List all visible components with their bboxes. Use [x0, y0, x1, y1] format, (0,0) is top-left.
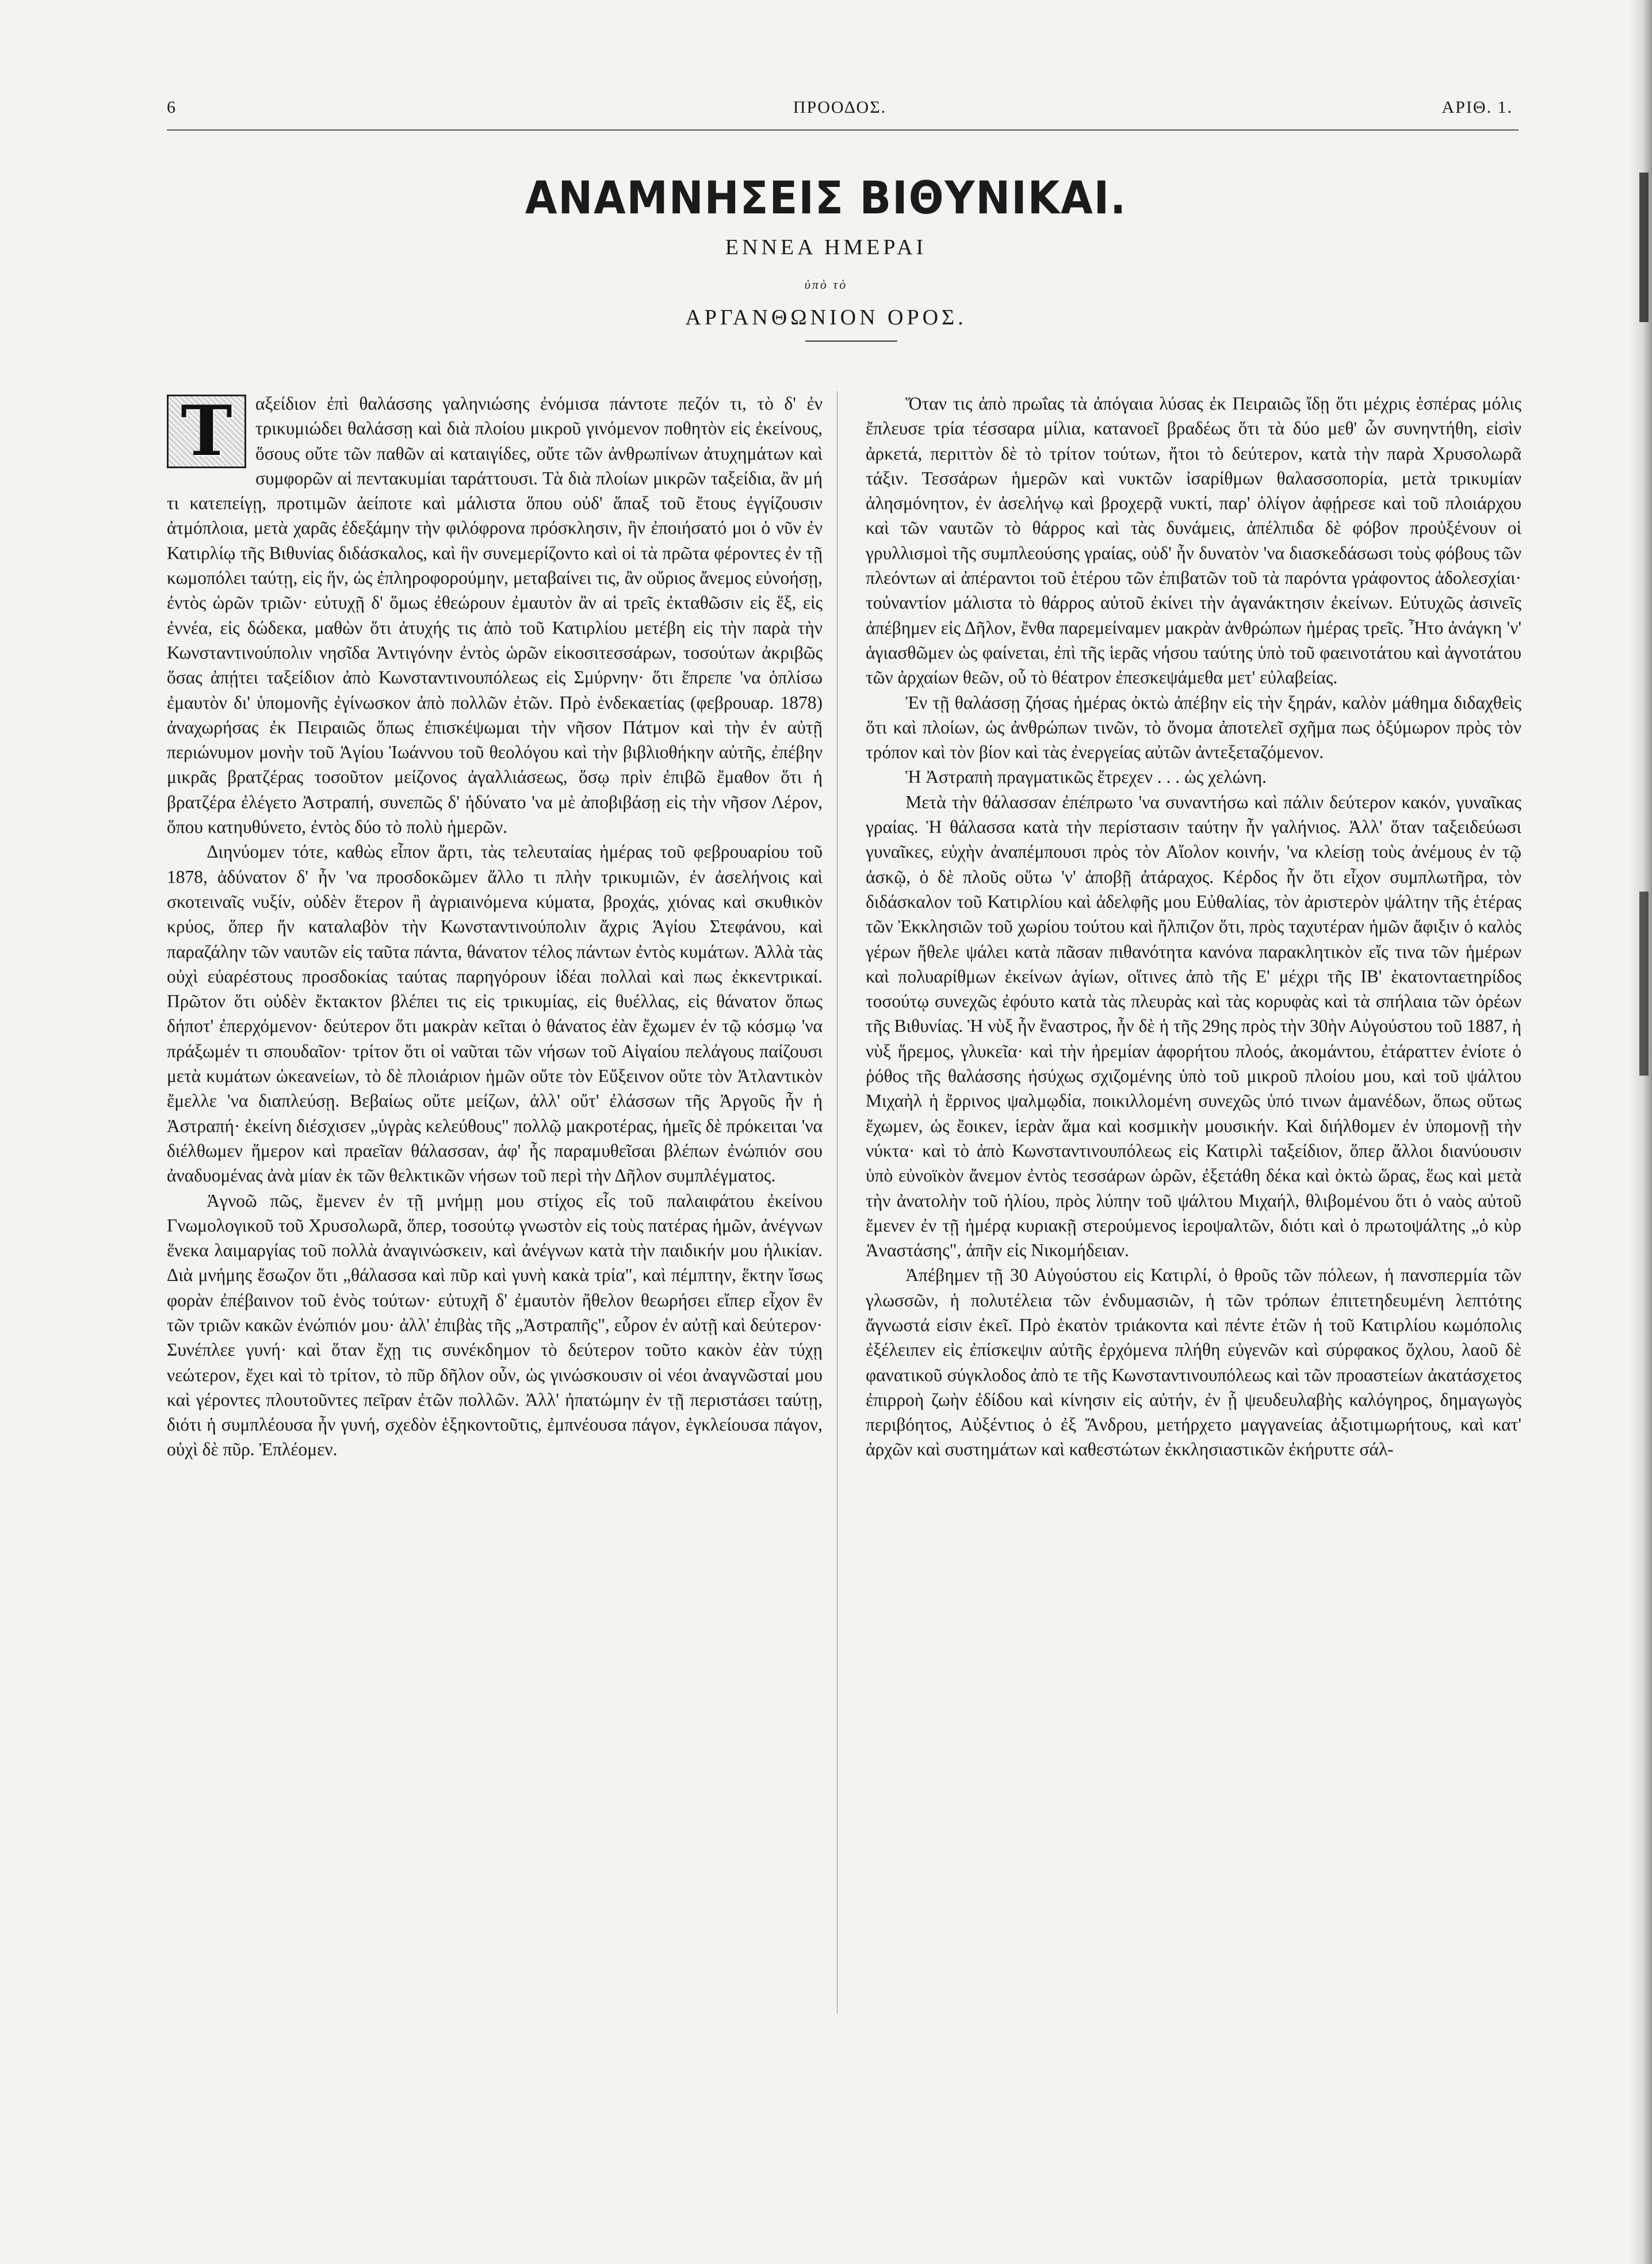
- article-title: ΑΝΑΜΝΗΣΕΙΣ ΒΙΘΥΝΙΚΑΙ.: [525, 173, 1127, 224]
- dropcap-ornament: [167, 391, 246, 472]
- page-edge: [1629, 0, 1652, 2264]
- page-number: 6: [167, 98, 177, 117]
- paragraph: Ὅταν τις ἀπὸ πρωΐας τὰ ἀπόγαια λύσας ἐκ Πειραιῶς ἴδῃ ὅτι μέχρις ἑσπέρας μόλις ἔπλευσε τρία τέσσαρα μίλια, κατανοεῖ βραδέως ὅτι τὰ δύο μεθ' ὧν συνηντήθη, εἰσὶν ἀρκετά, περιττὸν δὲ τὸ τρίτον τούτων, ἤτοι τὸ δεύτερον, κατὰ τὴν παρὰ Χρυσολωρᾶ τάξιν. Τεσσάρων ἡμερῶν καὶ νυκτῶν ἰσαρίθμων θαλασσοπορία, μετὰ τρικυμίαν ἀλησμόνητον, ἐν ἀσελήνῳ καὶ βροχερᾷ νυκτί, παρ' ὀλίγον ἀφῄρεσε καὶ τοῦ πλοιάρχου καὶ τῶν ναυτῶν τὸ θάρρος καὶ τὰς δυνάμεις, ἀπέλπιδα δὲ φόβον προὐξένουν οἱ γρυλλισμοὶ τῆς συμπλεούσης γραίας, οὐδ' ἦν δυνατὸν 'να διασκεδάσωσι τοὺς φόβους τῶν πλεόντων αἱ ἀπέραντοι τοῦ ἑτέρου τῶν ἐπιβατῶν τοῦ τὰ παρόντα γράφοντος ἀδολεσχίαι· τοὐναντίον μάλιστα τὸ θάρρος αὐτοῦ ἐκίνει τὴν ἀγανάκτησιν ἐκείνων. Εὐτυχῶς ἀσινεῖς ἀπέβημεν εἰς Δῆλον, ἔνθα παρεμείναμεν μακρὰν ἀνθρώπων ἡμέρας τρεῖς. Ἦτο ἀνάγκη 'ν' ἁγιασθῶμεν ὡς φαίνεται, ἐπὶ τῆς ἱερᾶς νήσου ταύτης ὑπὸ τοῦ φαεινοτάτου καὶ ἀγνοτάτου τῶν ἀρχαίων θεῶν, οὗ τὸ θέατρον ἐπεσκεψάμεθα μετ' εὐλαβείας.: [866, 393, 1521, 688]
- paragraph: Διηνύομεν τότε, καθὼς εἶπον ἄρτι, τὰς τελευταίας ἡμέρας τοῦ φεβρουαρίου τοῦ 1878, ἀδύνατον δ' ἦν 'να προσδοκῶμεν ἄλλο τι πλὴν τρικυμιῶν, ἐν ἀσελήνοις καὶ σκοτειναῖς νυξίν, οὐδὲν ἕτερον ἢ ἀγριαινόμενα κύματα, βροχάς, χιόνας καὶ σκυθικὸν κρύος, ὅπερ ἤν καταλαβὸν τὴν Κωνσταντινούπολιν ἄχρις Ἁγίου Στεφάνου, καὶ παραζάλην τῶν ναυτῶν εἰς ταῦτα πάντα, θάνατον τέλος πάντων ἐντὸς κυμάτων. Ἀλλὰ τὰς οὐχὶ εὐαρέστους προσδοκίας ταύτας παρηγόρουν ἰδέαι πολλαὶ καὶ πως ἐκκεντρικαί. Πρῶτον ὅτι οὐδὲν ἔκτακτον βλέπει τις εἰς τρικυμίας, εἰς θυέλλας, εἰς θάνατον ὅπως δήποτ' ἐπερχόμενον· δεύτερον ὅτι μακρὰν κεῖται ὁ θάνατος ἐὰν ἔχωμεν ἐν τῷ κόσμῳ 'να πράξωμέν τι σπουδαῖον· τρίτον ὅτι οἱ ναῦται τῶν νήσων τοῦ Αἰγαίου πελάγους παίζουσι μετὰ κυμάτων ὠκεανείων, τὸ δὲ πλοιάριον ἡμῶν οὔτε τὸν Εὔξεινον οὔτε τὸν Ἀτλαντικὸν ἔμελλε 'να διαπλεύσῃ. Βεβαίως οὔτε μείζων, ἀλλ' οὔτ' ἐλάσσων τῆς Ἀργοῦς ἦν ἡ Ἀστραπή· ἐκείνη διέσχισεν „ὑγρὰς κελεύθους" πολλῷ μακροτέρας, ἡμεῖς δὲ πρόκειται 'να διέλθωμεν ἥμερον καὶ πραεῖαν θάλασσαν, ἀφ' ἧς παραμυθεῖσαι βλέπων ἐνώπιόν σου ἀναδυομένας ἀνὰ μίαν ἐκ τῶν θελκτικῶν νήσων τοῦ περὶ τὴν Δῆλον συμπλέγματος.: [167, 842, 823, 1186]
- article-subtitle: ΕΝΝΕΑ ΗΜΕΡΑΙ: [725, 235, 927, 259]
- issue-number: ΑΡΙΘ. 1.: [1441, 98, 1513, 117]
- paragraph: Ἡ Ἀστραπὴ πραγματικῶς ἔτρεχεν . . . ὡς χελώνη.: [905, 767, 1267, 787]
- binding-mark: [1639, 892, 1649, 1076]
- column-divider: [837, 391, 838, 2013]
- article-subtitle-connector: ὑπὸ τὸ: [804, 277, 848, 292]
- running-head: [167, 92, 1513, 127]
- header-rule: [167, 129, 1519, 131]
- dropcap-letter: Τ: [181, 391, 232, 472]
- paragraph: Ἀγνοῶ πῶς, ἔμενεν ἐν τῇ μνήμῃ μου στίχος εἷς τοῦ παλαιφάτου ἐκείνου Γνωμολογικοῦ τοῦ Χρυσολωρᾶ, ὅπερ, τοσούτῳ γνωστὸν εἰς τοὺς πατέρας ἡμῶν, ἀνέγνων ἕνεκα λαιμαργίας τοῦ πολλὰ ἀναγινώσκειν, καὶ ἀνέγνων κατὰ τὴν παιδικήν μου ἡλικίαν. Διὰ μνήμης ἔσωζον ὅτι „θάλασσα καὶ πῦρ καὶ γυνὴ κακὰ τρία", καὶ πέμπτην, ἕκτην ἴσως φορὰν ἐπέβαινον τοῦ ἑνὸς τούτων· εὐτυχῆ δ' ἐμαυτὸν ἤθελον θεωρήσει εἴπερ εἶχον ἓν τῶν τριῶν κακῶν ἐνώπιόν μου· ἀλλ' ἐπιβὰς τῆς „Ἀστραπῆς", εὗρον ἐν αὐτῇ καὶ δεύτερον· Συνέπλεε γυνή· καὶ ὅταν ἔχῃ τις συνέκδημον τὸ δεύτερον τοῦτο κακὸν ἐὰν τύχῃ νεώτερον, ἔχει καὶ τὸ τρίτον, τὸ πῦρ δῆλον οὖν, ὡς γινώσκουσιν οἱ νέοι ἀναγνῶσταί μου καὶ γέροντες πλουτοῦντες πεῖραν ἐτῶν πολλῶν. Ἀλλ' ἠπατώμην ἐν τῇ περιστάσει ταύτῃ, διότι ἡ συμπλέουσα ἦν γυνή, σχεδὸν ἑξηκοντοῦτις, ἐμπνέουσα πάγον, ἐγκλείουσα πάγον, οὐχὶ δὲ πῦρ. Ἐπλέομεν.: [167, 1190, 823, 1460]
- title-rule: [805, 341, 897, 342]
- paragraph: [167, 391, 823, 839]
- article-subtitle-place: ΑΡΓΑΝΘΩΝΙΟΝ ΟΡΟΣ.: [685, 305, 967, 330]
- paragraph-text: αξείδιον ἐπὶ θαλάσσης γαληνιώσης ἐνόμισα πάντοτε πεζόν τι, τὸ δ' ἐν τρικυμιώδει θαλάσσῃ καὶ διὰ πλοίου μικροῦ γινόμενον ποθητὸν εἰς ἐκείνους, ὅσους οὔτε τῶν παθῶν αἱ καταιγίδες, οὔτε τῶν ἀνθρωπίνων ἀτυχημάτων καὶ συμφορῶν αἱ πεντακυμίαι ταράττουσι. Τὰ διὰ πλοίων μικρῶν ταξείδια, ἂν μή τι κατεπείγῃ, προτιμῶν ἀείποτε καὶ μάλιστα ὅπου οὐδ' ἅπαξ τοῦ ἔτους ἐγγίζουσιν ἀτμόπλοια, μετὰ χαρᾶς ἐδεξάμην τὴν φιλόφρονα πρόσκλησιν, ἣν ἐποιήσατό μοι ὁ νῦν ἐν Κατιρλίῳ τῆς Βιθυνίας διδάσκαλος, καὶ ἣν συνεμερίζοντο καὶ οἱ τὰ πρῶτα φέροντες ἐν τῇ κωμοπόλει ταύτῃ, εἰς ἥν, ὡς ἐπληροφορούμην, μεταβαίνει τις, ἂν οὔριος ἄνεμος εὐνοήσῃ, ἐντὸς ὡρῶν τριῶν· εὐτυχῇ δ' ὅμως ἐθεώρουν ἐμαυτὸν ἂν αἱ τρεῖς ἐκταθῶσιν εἰς ἕξ, εἰς ἐννέα, εἰς δώδεκα, μαθὼν ὅτι ἀτυχής τις ἀπὸ τοῦ Κατιρλίου μετέβη εἰς τὴν παρὰ τὴν Κωνσταντινούπολιν νησῖδα Ἀντιγόνην ἐντὸς ὡρῶν εἰκοσιτεσσάρων, τοσούτων ἀκριβῶς ὅσας ἀπῄτει ταξείδιον ἀπὸ Κωνσταντινουπόλεως εἰς Σμύρνην· ὅτι ἔπρεπε 'να ὁπλίσω ἐμαυτὸν δι' ὑπομονῆς ἐγίνωσκον ἀπὸ πολλῶν ἐτῶν. Πρὸ ἑνδεκαετίας (φεβρουαρ. 1878) ἀναχωρήσας ἐκ Πειραιῶς ὅπως ἐπισκέψωμαι τὴν νῆσον Πάτμον καὶ τὴν ἐν αὐτῇ περιώνυμον μονὴν τοῦ Ἁγίου Ἰωάννου τοῦ θεολόγου καὶ τὴν βιβλιοθήκην αὐτῆς, ἐπέβην μικρᾶς βρατζέρας τοσοῦτον μείζονος ἀγαλλιάσεως, ὅσῳ πρὶν ἐπιβῶ ἔμαθον ὅτι ἡ βρατζέρα ἐλέγετο Ἀστραπή, συνεπῶς δ' ἠδύνατο 'να μὲ ἀποβιβάσῃ εἰς τὴν νῆσον Λέρον, ὅπου κατηυθύνετο, ἐντὸς δύο τὸ πολὺ ἡμερῶν.: [167, 393, 823, 837]
- journal-name: ΠΡΟΟΔΟΣ.: [793, 98, 887, 117]
- paragraph: Ἐν τῇ θαλάσσῃ ζήσας ἡμέρας ὀκτὼ ἀπέβην εἰς τὴν ξηράν, καλὸν μάθημα διδαχθεὶς ὅτι καὶ πλοίων, ὡς ἀνθρώπων τινῶν, τὸ ὄνομα ἀποτελεῖ σχῆμα πως ὀξύμωρον πρὸς τὸν τρόπον καὶ τὸν βίον καὶ τὰς ἐνεργείας αὐτῶν ἀντεξεταζόμενον.: [866, 692, 1521, 763]
- left-column: [167, 391, 823, 1462]
- paragraph: Μετὰ τὴν θάλασσαν ἐπέπρωτο 'να συναντήσω καὶ πάλιν δεύτερον κακόν, γυναῖκας γραίας. Ἡ θάλασσα κατὰ τὴν περίστασιν ταύτην ἦν γαλήνιος. Ἀλλ' ὅταν ταξειδεύωσι γυναῖκες, εὐχὴν ἀναπέμπουσι πρὸς τὸν Αἴολον κοινήν, 'να κλείσῃ τοὺς ἀνέμους ἐν τῷ ἀσκῷ, ὁ δὲ πλοῦς οὕτω 'ν' ἀποβῇ ἀτάραχος. Κέρδος ἦν ὅτι εἶχον συμπλωτῆρα, τὸν διδάσκαλον τοῦ Κατιρλίου καὶ ἀδελφῆς μου Εὐθαλίας, τὸν ἀριστερὸν ψάλτην τῆς ἑτέρας τῶν Ἐκκλησιῶν τοῦ χωρίου τούτου καὶ ἤλπιζον ὅτι, πρὸς ταχυτέραν ἡμῶν ἄφιξιν ὁ καλὸς γέρων ἤθελε ψάλει κατὰ πᾶσαν πιθανότητα κανόνα παρακλητικὸν εἴς τινα τῶν ἡμέρων καὶ πολυαρίθμων ἐκείνων ἁγίων, οἵτινες ἀπὸ τῆς Ε' μέχρι τῆς ΙΒ' ἑκατονταετηρίδος τοσούτῳ συνεχῶς ἐφόυτο κατὰ τὰς πλευρὰς καὶ τὰς κορυφὰς καὶ τὰ σπήλαια τῶν ὀρέων τῆς Βιθυνίας. Ἡ νὺξ ἦν ἔναστρος, ἦν δὲ ἡ τῆς 29ης πρὸς τὴν 30ὴν Αὐγούστου τοῦ 1887, ἡ νὺξ ἥρεμος, γλυκεῖα· καὶ τὴν ἠρεμίαν ἀφορήτου πλοός, ἀκομάντου, ἐτάραττεν ἐνίοτε ὁ ῥόθος τῆς θαλάσσης ἠσύχως σχιζομένης ὑπὸ τοῦ μικροῦ πλοίου μου, καὶ τοῦ ψάλτου Μιχαὴλ ἡ ἔρρινος ψαλμῳδία, ποικιλλομένη συνεχῶς ὑπό τινων ἀμανέδων, ὅπως οὕτως ἔχωμεν, ὡς ἔοικεν, ἱερὰν ἅμα καὶ κοσμικὴν μουσικήν. Καὶ διήλθομεν ἐν ὑπομονῇ τὴν νύκτα· καὶ τὸ ἀπὸ Κωνσταντινουπόλεως εἰς Κατιρλὶ ταξείδιον, ὅπερ ἄλλοι διανύουσιν ὑπὸ εὐνοϊκὸν ἄνεμον ἐντὸς τεσσάρων ὡρῶν, ἐξετάθη δέκα καὶ ὀκτὼ ὥρας, ἕως καὶ μετὰ τὴν ἀνατολὴν τοῦ ἡλίου, πρὸς λύπην τοῦ ψάλτου Μιχαήλ, θλιβομένου ὅτι ὁ ναὸς αὐτοῦ ἔμενεν ἐν τῇ ἡμέρᾳ κυριακῇ στερούμενος ἱεροψαλτῶν, διότι καὶ ὁ πρωτοψάλτης „ὁ κὺρ Ἀναστάσης", ἀπῆν εἰς Νικομήδειαν.: [866, 791, 1521, 1261]
- right-column: [866, 391, 1521, 1462]
- paragraph: Ἀπέβημεν τῇ 30 Αὐγούστου εἰς Κατιρλί, ὁ θροῦς τῶν πόλεων, ἡ πανσπερμία τῶν γλωσσῶν, ἡ πολυτέλεια τῶν ἐνδυμασιῶν, ἡ τῶν τρόπων ἐπιτετηδευμένη λεπτότης ἄγνωστά εἰσιν ἐκεῖ. Πρὸ ἑκατὸν τριάκοντα καὶ πέντε ἐτῶν ἡ τοῦ Κατιρλίου κωμόπολις ἐξέλειπεν εἰς ἐπίσκεψιν αὐτῆς ἐρχόμενα πλήθη εὐγενῶν καὶ σύρφακος ὄχλου, λαοῦ δὲ φανατικοῦ σύγκλοδος ἀπὸ τε τῆς Κωνσταντινουπόλεως καὶ τῶν προαστείων ἀκατάσχετος ἐπιρροὴ ζωὴν ἐδίδου καὶ κίνησιν εἰς αὐτήν, ἐν ᾗ ψευδευλαβὴς καλόγηρος, δημαγωγὸς περιβόητος, Αὐξέντιος ὁ ἐξ Ἄνδρου, μετήρχετο μαγγανείας ἀξιοτιμωρήτους, καὶ κατ' ἀρχῶν καὶ συστημάτων καὶ καθεστώτων ἐκκλησιαστικῶν ἐκήρυττε σάλ-: [866, 1265, 1521, 1460]
